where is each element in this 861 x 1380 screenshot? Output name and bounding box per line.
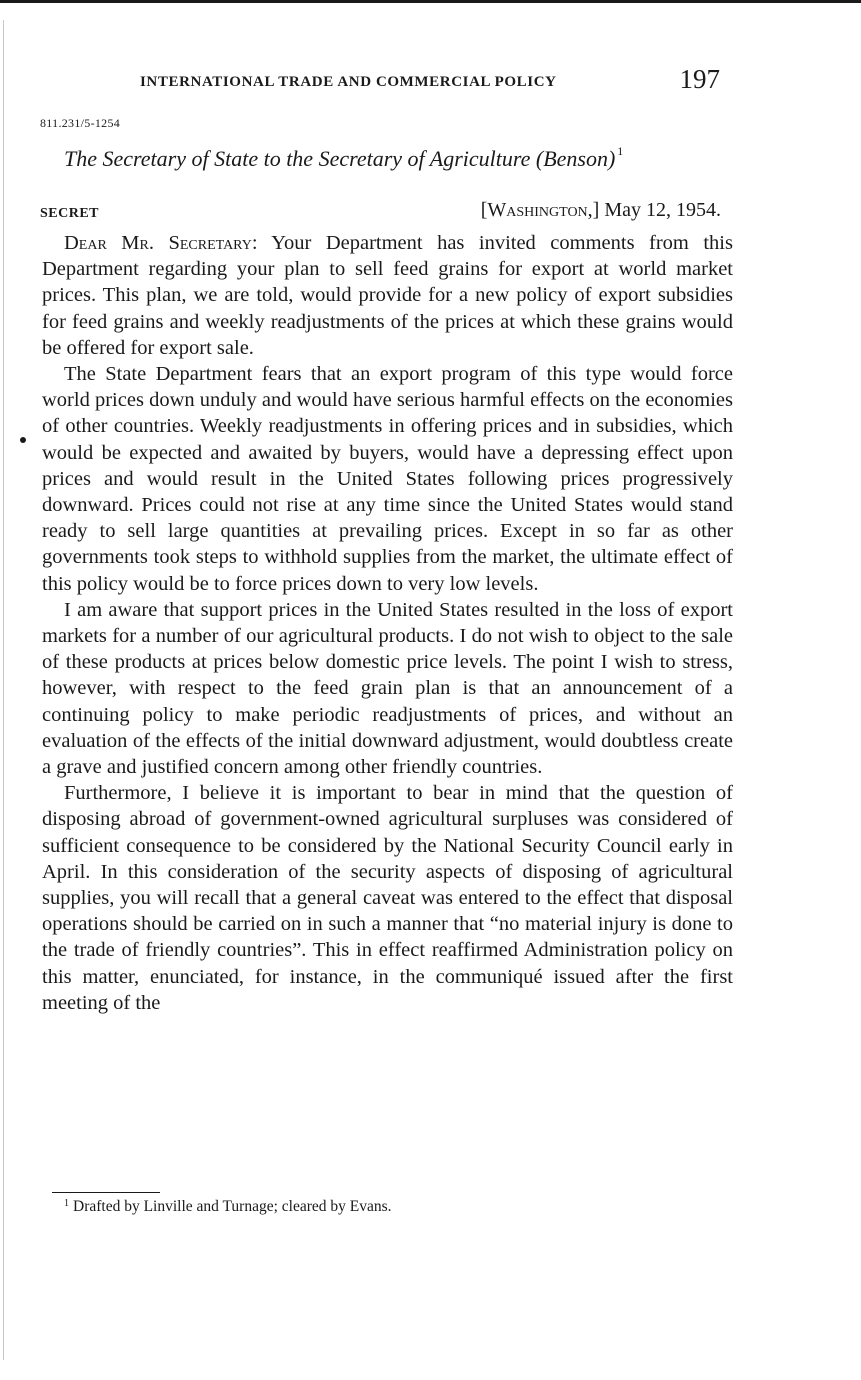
dateline: [481, 199, 721, 222]
footnote-marker: 1: [64, 1198, 69, 1209]
page-number: 197: [679, 64, 720, 94]
paragraph-text: Your Department has invited comments from this Department regarding your plan to sell feed grains for export at world market prices. This plan, we are told, would provide for a new policy of export subsidies for feed grains and weekly readjustments of the prices at which these grains would be offered for export sale.: [42, 232, 733, 359]
paragraph: Furthermore, I believe it is important to bear in mind that the question of disposing abroad of government-owned agricultural surpluses was considered of sufficient consequence to be considered by the National Security Council early in April. In this consideration of the security aspects of disposing of agricultural supplies, you will recall that a general caveat was entered to the effect that disposal operations should be carried on in such a manner that “no material injury is done to the trade of friendly countries”. This in effect reaffirmed Administration policy on this matter, enunciated, for instance, in the communiqué issued after the first meeting of the: [42, 782, 733, 1014]
page-edge-shadow: [3, 20, 4, 1360]
dateline-date: May 12, 1954.: [604, 199, 721, 221]
top-border-rule: [0, 0, 861, 3]
running-head: INTERNATIONAL TRADE AND COMMERCIAL POLICY: [140, 74, 557, 90]
document-title-text: The Secretary of State to the Secretary of Agriculture (Benson): [64, 146, 616, 171]
paragraph: I am aware that support prices in the United States resulted in the loss of export markets for a number of our agricultural products. I do not wish to object to the sale of these products at prices below domestic price levels. The point I wish to stress, however, with respect to the feed grain plan is that an announcement of a continuing policy to make periodic readjustments of prices, and without an evaluation of the effects of the initial downward adjustment, would doubtless create a grave and justified concern among other friendly countries.: [42, 598, 733, 779]
paragraph: The State Department fears that an export program of this type would force world prices down unduly and would have serious harmful effects on the economies of other countries. Weekly readjustments in offering prices and in subsidies, which would be expected and awaited by buyers, would have a depressing effect upon prices and would result in the United States following prices progressively downward. Prices could not rise at any time since the United States would stand ready to sell large quantities at prevailing prices. Except in so far as other governments took steps to withhold supplies from the market, the ultimate effect of this policy would be to force prices down to very low levels.: [42, 363, 733, 595]
letter-body: [42, 230, 733, 1016]
dateline-place: [Washington,]: [480, 199, 600, 221]
salutation: Dear Mr. Secretary:: [64, 232, 258, 254]
footnote: [64, 1198, 392, 1216]
file-number: 811.231/5-1254: [40, 116, 121, 130]
document-title: [64, 146, 744, 172]
title-footnote-marker: 1: [617, 144, 624, 158]
footnote-divider: [52, 1192, 160, 1193]
page-header: [140, 64, 720, 100]
paragraph: [42, 230, 733, 361]
classification-label: SECRET: [40, 206, 100, 221]
footnote-text: Drafted by Linville and Turnage; cleared by Evans.: [73, 1198, 392, 1215]
margin-mark: [20, 437, 26, 443]
